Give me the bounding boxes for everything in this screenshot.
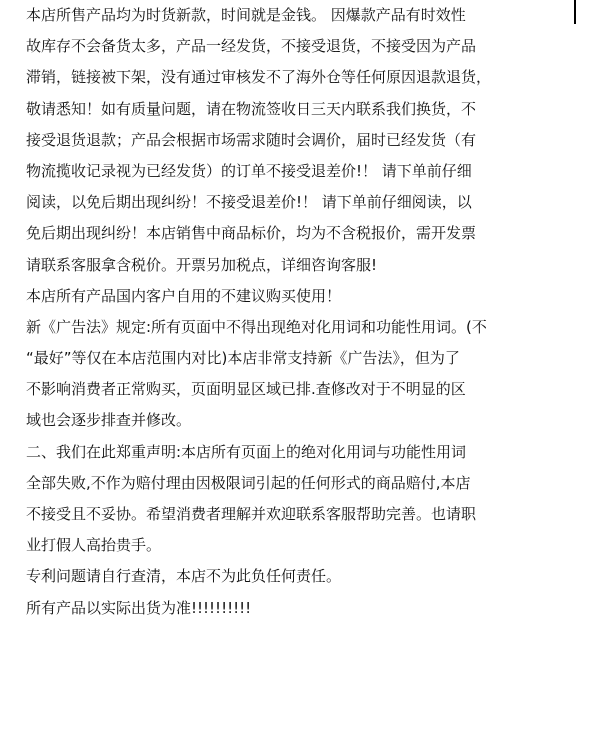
- text-line: 业打假人高抬贵手。: [26, 536, 162, 555]
- document-body: [26, 0, 586, 624]
- paragraph-domestic-notice: [26, 281, 586, 312]
- text-line: 不影响消费者正常购买，页面明显区域已排.查修改对于不明显的区: [26, 380, 466, 399]
- text-line: 请联系客服拿含税价。开票另加税点，详细咨询客服!: [26, 255, 378, 274]
- paragraph-policy: [26, 0, 586, 281]
- text-line: “最好”等仅在本店范围内对比)本店非常支持新《广告法》，但为了: [26, 349, 460, 368]
- text-line: 滞销，链接被下架，没有通过审核发不了海外仓等任何原因退款退货，: [26, 68, 492, 87]
- paragraph-declaration: [26, 437, 586, 562]
- text-line: 免后期出现纠纷！本店销售中商品标价，均为不含税报价，需开发票: [26, 224, 477, 243]
- text-line: 新《广告法》规定:所有页面中不得出现绝对化用词和功能性用词。(不: [26, 317, 487, 336]
- text-cursor: [574, 0, 576, 24]
- text-line: 专利问题请自行查清，本店不为此负任何责任。: [26, 567, 342, 586]
- text-line: 故库存不会备货太多，产品一经发货，不接受退货，不接受因为产品: [26, 37, 477, 56]
- text-line: 不接受且不妥协。希望消费者理解并欢迎联系客服帮助完善。也请职: [26, 505, 477, 523]
- text-line: 敬请悉知！如有质量问题，请在物流签收日三天内联系我们换货，不: [26, 99, 477, 118]
- text-line: 全部失败,不作为赔付理由因极限词引起的任何形式的商品赔付,本店: [26, 473, 471, 492]
- text-line: 物流揽收记录视为已经发货）的订单不接受退差价!！ 请下单前仔细: [26, 161, 472, 180]
- paragraph-advertising-law: [26, 312, 586, 437]
- text-line: 接受退货退款；产品会根据市场需求随时会调价，届时已经发货（有: [26, 130, 477, 149]
- text-line: 阅读，以免后期出现纠纷！不接受退差价!！ 请下单前仔细阅读，以: [26, 193, 472, 212]
- text-line: 二、我们在此郑重声明:本店所有页面上的绝对化用词与功能性用词: [26, 442, 467, 461]
- text-line: 域也会逐步排查并修改。: [26, 411, 192, 430]
- text-line: 本店所有产品国内客户自用的不建议购买使用！: [26, 286, 342, 305]
- paragraph-patent: [26, 561, 586, 592]
- paragraph-final-note: [26, 593, 586, 624]
- text-line: 本店所售产品均为时货新款，时间就是金钱。 因爆款产品有时效性: [26, 6, 466, 24]
- text-line: 所有产品以实际出货为准!!!!!!!!!!: [26, 598, 252, 617]
